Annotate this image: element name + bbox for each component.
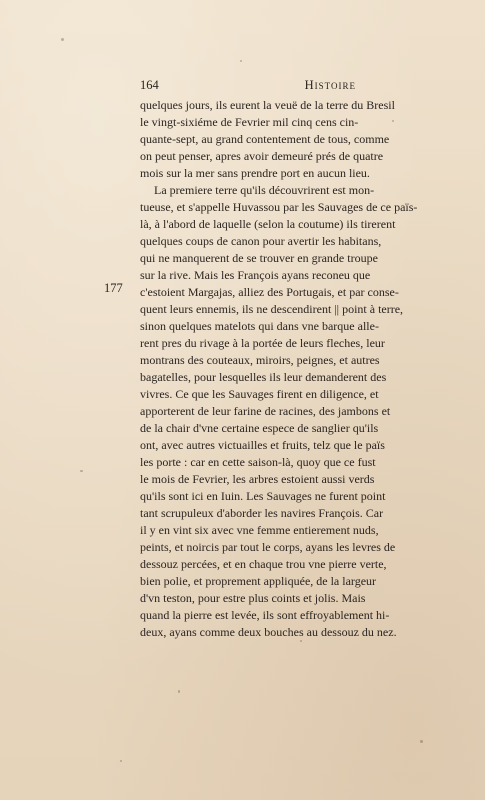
text-line: d'vn teston, pour estre plus coints et jolis. Mais [140, 591, 366, 605]
text-line: c'estoient Margajas, alliez des Portugais, et par conse- [140, 285, 399, 299]
text-line: sur la rive. Mais les François ayans reconeu que [140, 268, 371, 282]
text-line: qu'ils sont ici en Iuin. Les Sauvages ne furent point [140, 489, 386, 503]
text-line: là, à l'abord de laquelle (selon la coutume) ils tirerent [140, 217, 396, 231]
running-head [140, 78, 356, 96]
text-line: qui ne manquerent de se trouver en grande troupe [140, 251, 378, 265]
text-line: quelques coups de canon pour avertir les habitans, [140, 234, 382, 248]
text-line: deux, ayans comme deux bouches au dessouz du nez. [140, 625, 397, 639]
text-line: le vingt-sixiéme de Fevrier mil cinq cens cin- [140, 115, 359, 129]
text-line: apporterent de leur farine de racines, des jambons et [140, 404, 391, 418]
text-line: dessouz percées, et en chaque trou vne pierre verte, [140, 557, 387, 571]
page-number: 164 [140, 78, 159, 92]
paper-speck [420, 740, 423, 743]
text-line: le mois de Fevrier, les arbres estoient aussi verds [140, 472, 375, 486]
text-line: quand la pierre est levée, ils sont effroyablement hi- [140, 608, 390, 622]
text-line: quent leurs ennemis, ils ne descendirent || point à terre, [140, 302, 404, 316]
text-line: quelques jours, ils eurent la veuë de la terre du Bresil [140, 98, 395, 112]
text-line: ont, avec autres victuailles et fruits, telz que le païs [140, 438, 385, 452]
paper-speck [240, 60, 242, 62]
running-title: Histoire [304, 78, 356, 92]
paper-speck [61, 38, 64, 41]
paper-speck [300, 640, 302, 642]
text-line: de la chair d'vne certaine espece de sanglier qu'ils [140, 421, 379, 435]
body-text [140, 97, 418, 641]
text-line: tueuse, et s'appelle Huvassou par les Sauvages de ce païs- [140, 200, 418, 214]
text-line: bagatelles, pour lesquelles ils leur demanderent des [140, 370, 387, 384]
margin-page-reference: 177 [104, 281, 123, 295]
text-line: rent pres du rivage à la portée de leurs fleches, leur [140, 336, 385, 350]
paper-speck [80, 470, 83, 472]
paper-speck [178, 690, 180, 693]
text-line: montrans des couteaux, miroirs, peignes, et autres [140, 353, 380, 367]
text-line: sinon quelques matelots qui dans vne barque alle- [140, 319, 379, 333]
text-line: peints, et noircis par tout le corps, ayans les levres de [140, 540, 396, 554]
text-line: vivres. Ce que les Sauvages firent en diligence, et [140, 387, 379, 401]
text-line: les porte : car en cette saison-là, quoy que ce fust [140, 455, 376, 469]
text-line: il y en vint six avec vne femme entierement nuds, [140, 523, 379, 537]
paper-speck [392, 120, 394, 122]
text-line: quante-sept, au grand contentement de tous, comme [140, 132, 390, 146]
text-line: tant scrupuleux d'aborder les navires François. Car [140, 506, 384, 520]
paper-speck [120, 760, 122, 762]
text-line: bien polie, et proprement appliquée, de la largeur [140, 574, 377, 588]
text-line: mois sur la mer sans prendre port en aucun lieu. [140, 166, 370, 180]
text-line: La premiere terre qu'ils découvrirent est mon- [154, 183, 375, 197]
text-line: on peut penser, apres avoir demeuré prés de quatre [140, 149, 384, 163]
